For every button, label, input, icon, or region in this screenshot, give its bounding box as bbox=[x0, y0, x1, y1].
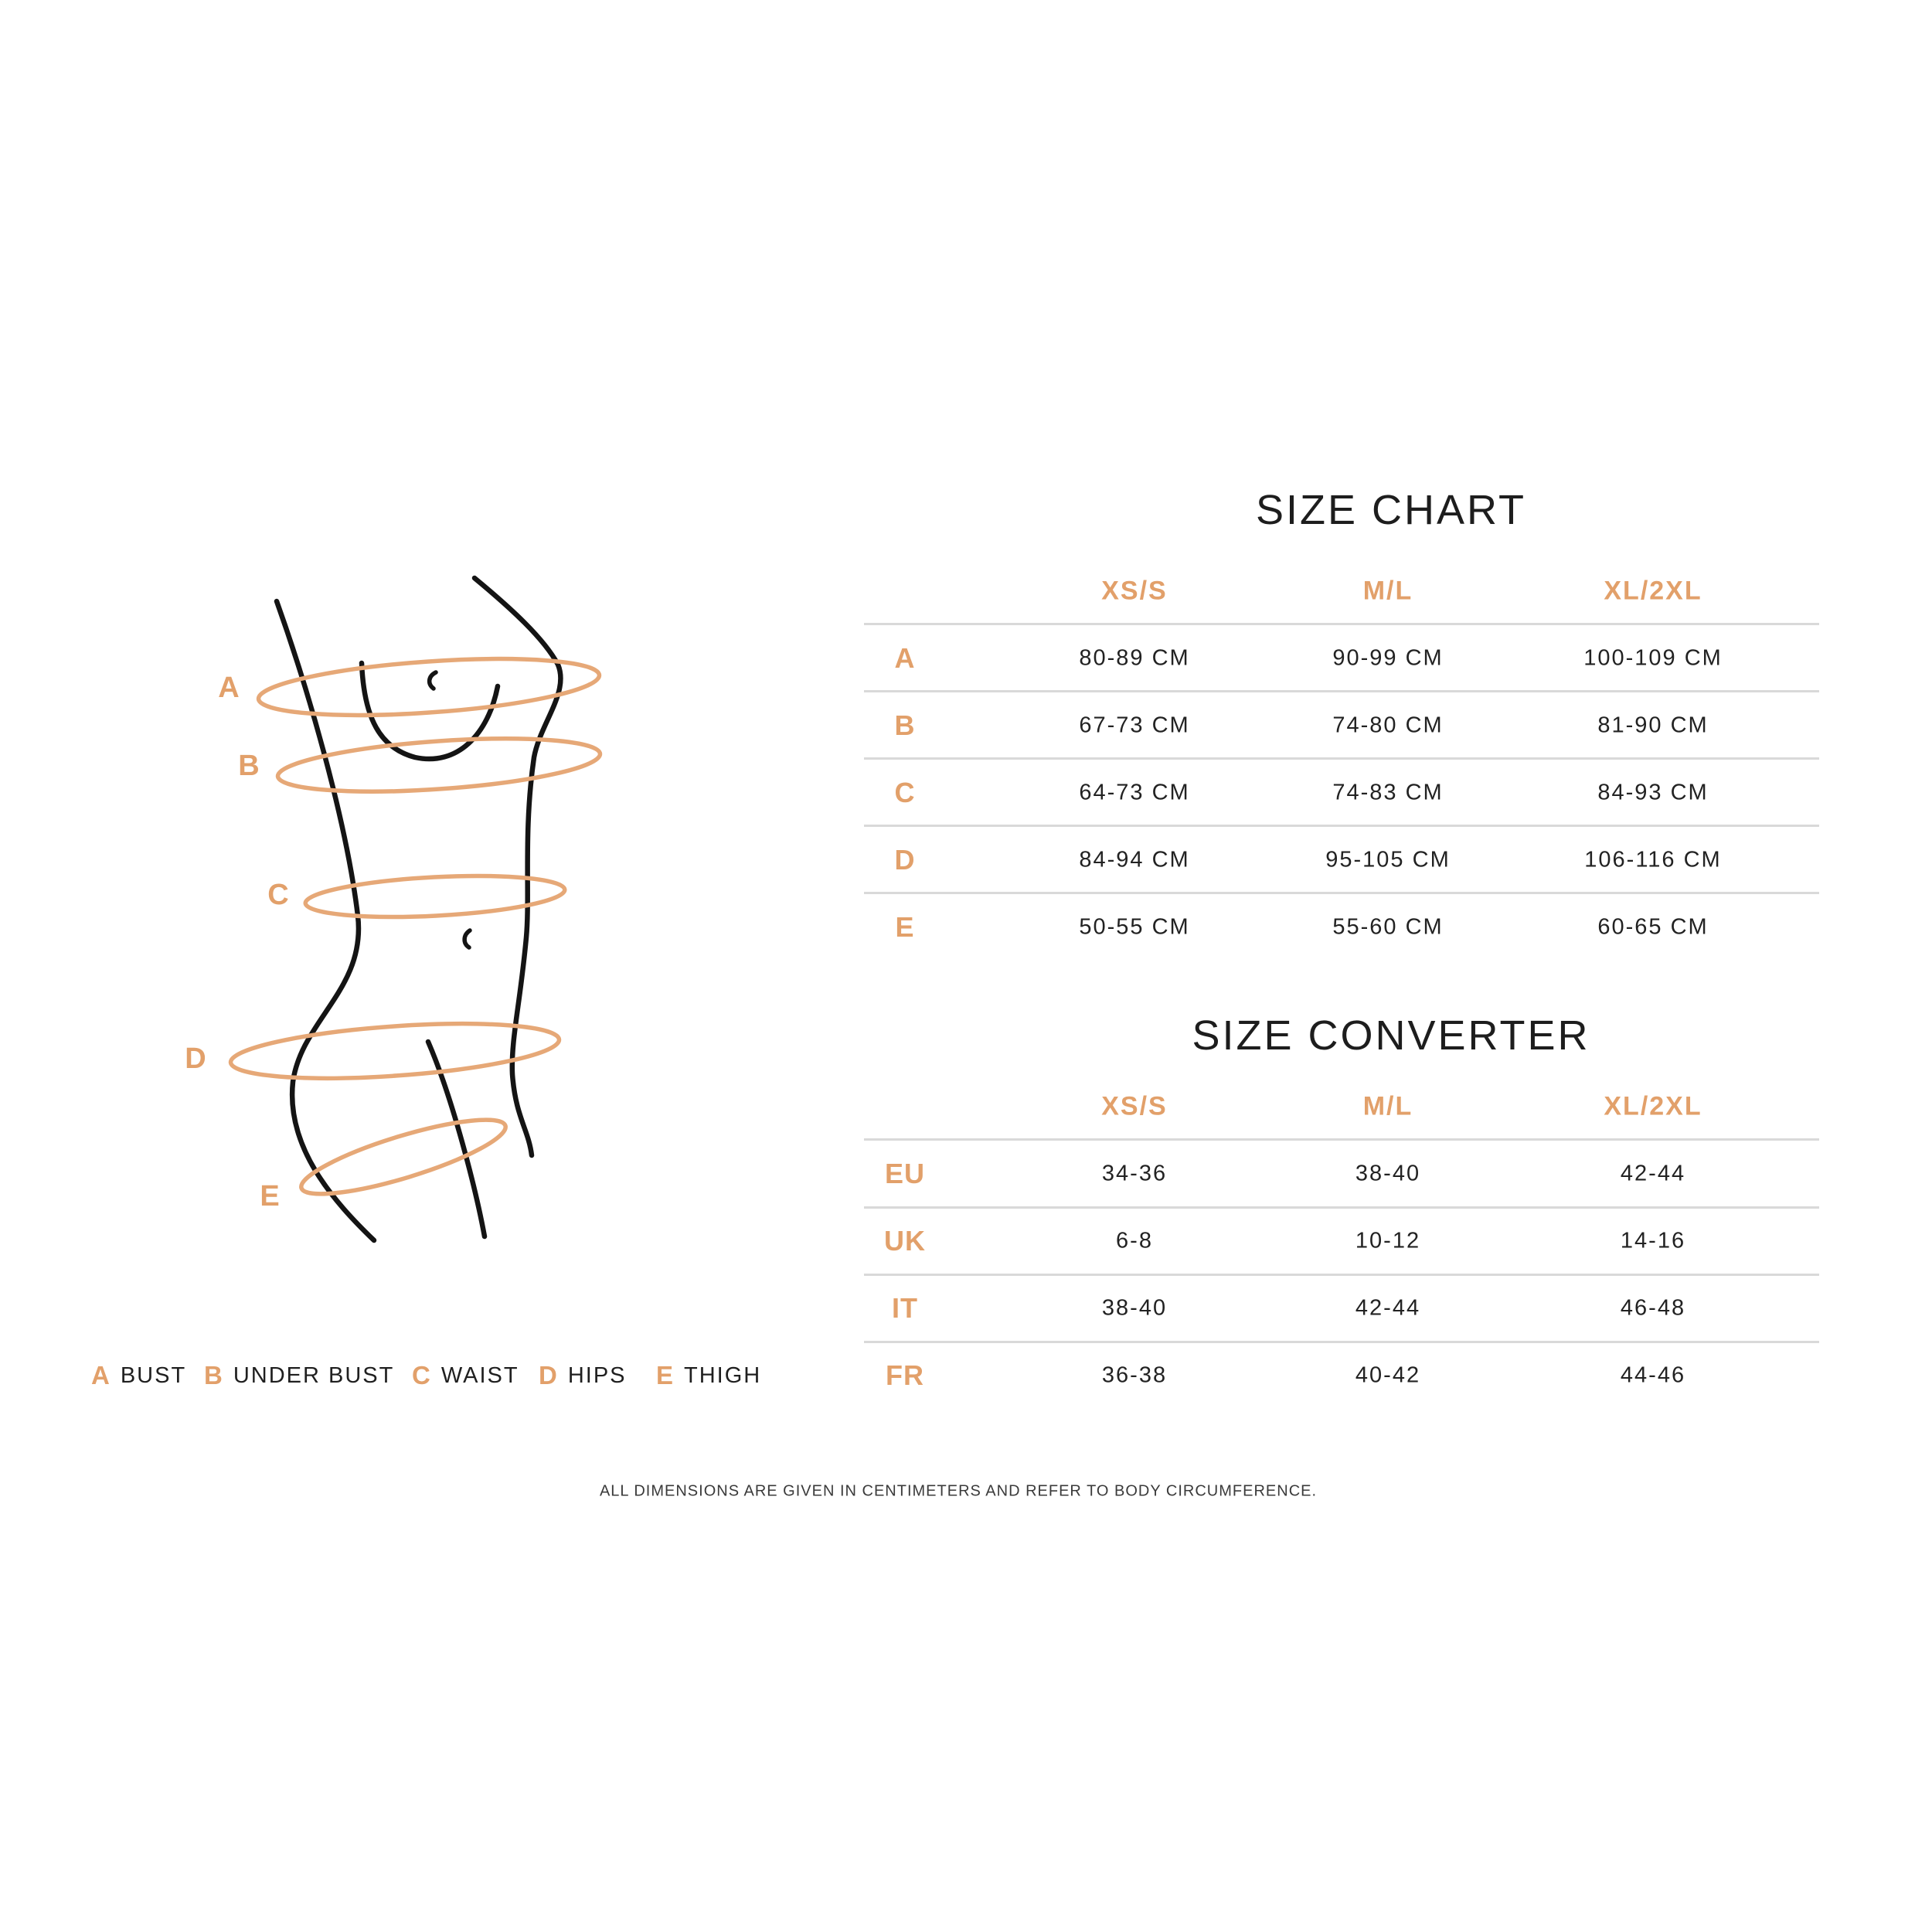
size-converter-cell: 42-44 bbox=[1355, 1295, 1421, 1321]
size-converter-title: SIZE CONVERTER bbox=[1192, 1012, 1590, 1059]
measurement-ellipses bbox=[229, 650, 601, 1209]
legend-item-hips bbox=[539, 1361, 627, 1390]
legend-item-bust bbox=[91, 1361, 186, 1390]
legend-letter: D bbox=[539, 1361, 557, 1389]
size-chart-row-label: D bbox=[894, 844, 916, 876]
size-converter-cell: 44-46 bbox=[1620, 1362, 1686, 1388]
size-converter-cell: 6-8 bbox=[1116, 1228, 1153, 1253]
divider-line bbox=[864, 892, 1819, 894]
divider-line bbox=[864, 1274, 1819, 1276]
legend-label: WAIST bbox=[440, 1362, 519, 1388]
body-back-line bbox=[277, 601, 374, 1240]
size-chart-cell: 67-73 CM bbox=[1079, 713, 1190, 738]
body-front-line bbox=[474, 578, 560, 1155]
legend-letter: E bbox=[656, 1361, 674, 1389]
size-chart-col-header: XS/S bbox=[1101, 576, 1168, 606]
size-chart-cell: 60-65 CM bbox=[1597, 914, 1709, 940]
legend-label: THIGH bbox=[684, 1362, 762, 1388]
size-converter-cell: 38-40 bbox=[1101, 1295, 1168, 1321]
size-chart-cell: 74-80 CM bbox=[1332, 713, 1444, 738]
figure-label-hips: D bbox=[185, 1043, 206, 1075]
size-chart-row-label: B bbox=[894, 709, 916, 741]
size-converter-row-label: UK bbox=[884, 1225, 926, 1257]
size-converter-cell: 38-40 bbox=[1355, 1161, 1421, 1186]
figure-label-waist: C bbox=[267, 879, 289, 911]
size-chart-title: SIZE CHART bbox=[1255, 487, 1527, 533]
size-chart-cell: 84-94 CM bbox=[1079, 847, 1190, 872]
size-chart-cell: 90-99 CM bbox=[1332, 645, 1444, 671]
size-converter-cell: 34-36 bbox=[1101, 1161, 1168, 1186]
thigh-ellipse bbox=[295, 1106, 512, 1208]
size-chart-cell: 100-109 CM bbox=[1583, 645, 1723, 671]
legend-letter: B bbox=[204, 1361, 223, 1389]
divider-line bbox=[864, 1206, 1819, 1209]
legend-label: HIPS bbox=[567, 1362, 627, 1388]
size-converter-col-header: XS/S bbox=[1101, 1091, 1168, 1121]
legend-label: UNDER BUST bbox=[233, 1362, 395, 1388]
legend-item-waist bbox=[412, 1361, 519, 1390]
divider-line bbox=[864, 623, 1819, 625]
size-chart-cell: 64-73 CM bbox=[1079, 780, 1190, 805]
size-chart-row-label: E bbox=[895, 911, 915, 943]
figure-letters bbox=[185, 672, 288, 1213]
size-chart-row-label: A bbox=[894, 642, 916, 674]
size-chart-cell: 55-60 CM bbox=[1332, 914, 1444, 940]
figure-label-under-bust: B bbox=[238, 750, 260, 782]
divider-line bbox=[864, 690, 1819, 692]
size-converter-cell: 42-44 bbox=[1620, 1161, 1686, 1186]
divider-line bbox=[864, 1341, 1819, 1343]
dimensions-footnote: ALL DIMENSIONS ARE GIVEN IN CENTIMETERS AND REFER TO BODY CIRCUMFERENCE. bbox=[599, 1482, 1318, 1500]
size-chart-cell: 80-89 CM bbox=[1079, 645, 1190, 671]
divider-line bbox=[864, 1138, 1819, 1141]
divider-line bbox=[864, 757, 1819, 760]
size-chart-col-header: XL/2XL bbox=[1604, 576, 1702, 606]
size-chart-cell: 81-90 CM bbox=[1597, 713, 1709, 738]
size-converter-col-header: XL/2XL bbox=[1604, 1091, 1702, 1121]
size-converter-cell: 14-16 bbox=[1620, 1228, 1686, 1253]
size-chart-cell: 74-83 CM bbox=[1332, 780, 1444, 805]
size-chart-cell: 106-116 CM bbox=[1584, 847, 1722, 872]
legend-letter: A bbox=[91, 1361, 110, 1389]
size-chart-col-header: M/L bbox=[1362, 576, 1413, 606]
size-converter-row-label: IT bbox=[892, 1292, 918, 1324]
size-chart-cell: 50-55 CM bbox=[1079, 914, 1190, 940]
size-converter-cell: 10-12 bbox=[1355, 1228, 1421, 1253]
legend-label: BUST bbox=[120, 1362, 187, 1388]
size-converter-cell: 40-42 bbox=[1355, 1362, 1421, 1388]
figure-label-thigh: E bbox=[260, 1180, 280, 1213]
legend-letter: C bbox=[412, 1361, 430, 1389]
divider-line bbox=[864, 825, 1819, 827]
figure-label-bust: A bbox=[218, 672, 240, 704]
body-nipple-mark bbox=[430, 672, 436, 689]
size-chart-row-label: C bbox=[894, 777, 916, 808]
legend-item-under-bust bbox=[204, 1361, 394, 1390]
size-converter-cell: 36-38 bbox=[1101, 1362, 1168, 1388]
size-chart-cell: 84-93 CM bbox=[1597, 780, 1709, 805]
legend-item-thigh bbox=[656, 1361, 761, 1390]
size-converter-col-header: M/L bbox=[1362, 1091, 1413, 1121]
size-chart-cell: 95-105 CM bbox=[1325, 847, 1451, 872]
size-converter-cell: 46-48 bbox=[1620, 1295, 1686, 1321]
body-navel-mark bbox=[464, 930, 470, 947]
size-converter-row-label: EU bbox=[884, 1158, 926, 1189]
size-converter-row-label: FR bbox=[886, 1359, 924, 1391]
